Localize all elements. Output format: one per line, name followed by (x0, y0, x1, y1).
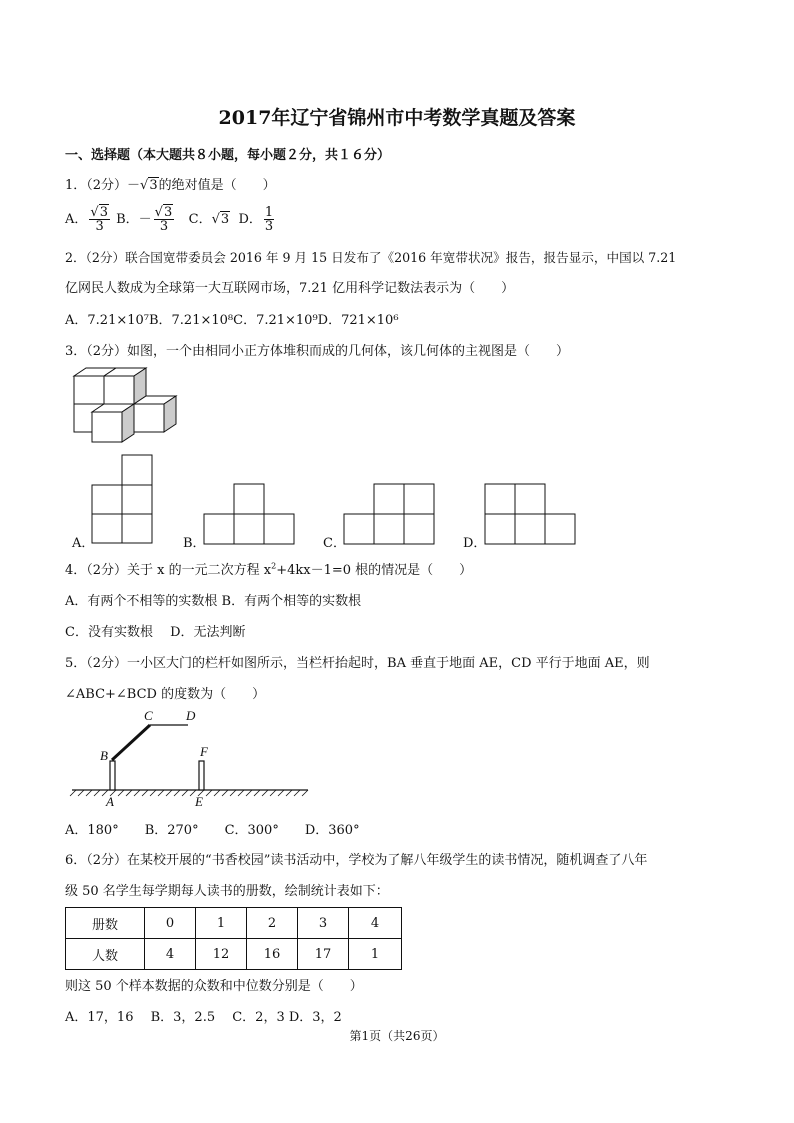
question-4-options-ab: A．有两个不相等的实数根 B．有两个相等的实数根 (65, 594, 362, 609)
question-4-options-cd: C．没有实数根 D．无法判断 (65, 625, 246, 640)
q1-suffix: 的绝对值是（ ） (158, 178, 276, 193)
q1-option-b-label: B．－ (116, 212, 152, 227)
cube-stack-figure (70, 366, 185, 448)
table-header-cell: 人数 (66, 939, 145, 970)
q3-option-a-figure (92, 455, 154, 545)
question-6-options: A．17，16 B．3，2.5 C．2，3 D．3，2 (65, 1010, 342, 1025)
question-6-line2: 级 50 名学生每学期每人读书的册数，绘制统计表如下： (65, 884, 389, 899)
question-2-line2: 亿网民人数成为全球第一大互联网市场，7.21 亿用科学记数法表示为（ ） (65, 281, 515, 296)
q1-option-d-label: D． (238, 212, 262, 227)
q1-option-a-label: A． (65, 212, 88, 227)
statistics-table (65, 907, 402, 970)
q3-option-b-figure (204, 484, 296, 546)
question-3: 3．（2分）如图，一个由相同小正方体堆积而成的几何体，该几何体的主视图是（ ） (65, 344, 570, 359)
point-label-e: E (195, 794, 203, 809)
table-cell: 0 (145, 908, 196, 939)
page-footer: 第1页（共26页） (349, 1029, 445, 1043)
table-row (66, 939, 402, 970)
page-title: 2017年辽宁省锦州市中考数学真题及答案 (218, 107, 576, 129)
table-cell: 1 (196, 908, 247, 939)
question-5-options: A．180° B．270° C．300° D．360° (65, 823, 360, 838)
table-cell: 12 (196, 939, 247, 970)
table-cell: 4 (145, 939, 196, 970)
question-6-line3: 则这 50 个样本数据的众数和中位数分别是（ ） (65, 979, 363, 994)
table-cell: 4 (349, 908, 402, 939)
question-2-line1: 2．（2分）联合国宽带委员会 2016 年 9 月 15 日发布了《2016 年宽带状况》报告，报告显示，中国以 7.21 (65, 250, 677, 265)
q1-option-c-label: C． (188, 212, 212, 227)
point-label-c: C (144, 708, 153, 723)
question-6-line1: 6．（2分）在某校开展的“书香校园”读书活动中，学校为了解八年级学生的读书情况，随机调查了八年 (65, 853, 648, 868)
table-header-cell: 册数 (66, 908, 145, 939)
table-cell: 3 (298, 908, 349, 939)
q3-option-d-figure (485, 484, 577, 546)
q3-option-c-label: C． (323, 536, 346, 551)
q3-option-c-figure (344, 484, 436, 546)
point-label-f: F (200, 744, 208, 759)
table-cell: 2 (247, 908, 298, 939)
table-cell: 17 (298, 939, 349, 970)
q1-option-b-fraction: $\frac{√3}{3}$ (154, 205, 173, 234)
q1-radicand: 3 (149, 178, 158, 193)
q1-option-a-fraction: $\frac{√3}{3}$ (90, 205, 108, 234)
table-row (66, 908, 402, 939)
point-label-d: D (186, 708, 196, 723)
question-2-options: A．7.21×10⁷B．7.21×10⁸C．7.21×10⁹D．721×10⁶ (65, 313, 399, 328)
point-label-b: B (100, 748, 108, 763)
question-4: 4．（2分）关于 x 的一元二次方程 $x^2+4kx-1=0$ 根的情况是（ ） (65, 561, 473, 578)
q3-option-d-label: D． (463, 536, 487, 551)
question-1-options: A． $\frac{√3}{3}$ B．－ $\frac{√3}{3}$ C．√3 D． $\frac{1}{3}$ (65, 205, 274, 234)
q1-prefix: 1．（2分）－ (65, 178, 141, 193)
q1-option-c-value: 3 (220, 212, 230, 227)
point-label-a: A (106, 794, 114, 809)
section-heading: 一、选择题（本大题共８小题，每小题２分，共１６分） (65, 148, 391, 163)
question-5-line2: ∠ABC+∠BCD 的度数为（ ） (65, 687, 266, 702)
exponent: 2 (271, 561, 277, 571)
gate-figure (70, 708, 310, 812)
q1-option-d-fraction: $\frac{1}{3}$ (264, 205, 274, 234)
question-5-line1: 5．（2分）一小区大门的栏杆如图所示，当栏杆抬起时，BA 垂直于地面 AE，CD 平行于地面 AE，则 (65, 656, 650, 671)
sqrt-symbol: √ (140, 178, 149, 193)
q3-option-b-label: B． (183, 536, 206, 551)
table-cell: 16 (247, 939, 298, 970)
question-1 (65, 178, 276, 194)
table-cell: 1 (349, 939, 402, 970)
q3-option-a-label: A． (72, 536, 95, 551)
